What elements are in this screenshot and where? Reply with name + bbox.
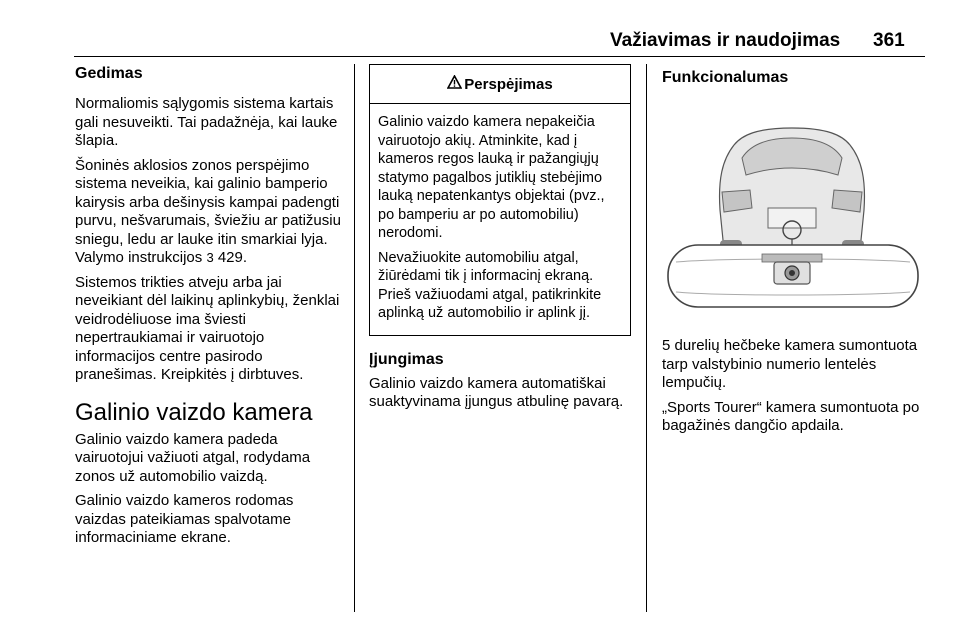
paragraph-function-2: „Sports Tourer“ kamera sumontuota po bagažinės dangčio apdaila. xyxy=(662,398,920,434)
paragraph-fault-1: Normaliomis sąlygomis sistema kartais gali nesuveikti. Tai padažnėja, kai lauke šlapia. xyxy=(75,95,338,149)
page-ref-arrow-icon: 3 xyxy=(206,250,214,265)
section-title-rear-camera: Galinio vaizdo kamera xyxy=(75,398,313,426)
paragraph-camera-2: Galinio vaizdo kameros rodomas vaizdas pateikiamas spalvotame informaciniame ekrane. xyxy=(75,492,294,546)
paragraph-fault-3: Sistemos trikties atveju arba jai neveikiant dėl laikinų aplinkybių, ženklai veidrodėliuose ima šviesti nepertraukiamai ir vairuotojo informacijos centre pasirodo pranešimas. Kreipkitės į dirbtuves. xyxy=(75,273,340,383)
warning-header xyxy=(370,65,630,104)
heading-activation: Įjungimas xyxy=(369,350,444,368)
column-divider-1 xyxy=(354,64,355,612)
column-divider-2 xyxy=(646,64,647,612)
running-header: Važiavimas ir naudojimas xyxy=(610,30,841,51)
warning-triangle-icon xyxy=(447,75,462,94)
warning-paragraph-1: Galinio vaizdo kamera nepakeičia vairuotojo akių. Atminkite, kad į kameros regos lauką ir pažangiųjų statymo pagalbos jutiklių stebėjimo lauką nepatenkantys objektai (pvz., po bamperiu ar po automobiliu) nerodomi. xyxy=(378,114,605,241)
warning-paragraph-2: Nevažiuokite automobiliu atgal, žiūrėdami tik į informacinį ekraną. Prieš važiuodami atgal, patikrinkite aplinką už automobilio ir aplink jį. xyxy=(378,249,602,321)
rear-camera-illustration xyxy=(662,100,924,315)
heading-functionality: Funkcionalumas xyxy=(662,69,789,86)
paragraph-fault-2-text: Šoninės aklosios zonos perspėjimo sistema neveikia, kai galinio bamperio kairysis arba dešinysis kampai padengti purvu, nešvarumais, šviežiu ar patižusiu sniegu, ledu ar lauke itin smarkiai lyja. Valymo instrukcijos xyxy=(75,156,341,266)
column-left xyxy=(75,64,345,554)
column-right xyxy=(662,64,926,442)
car-rear-drawing xyxy=(662,100,924,315)
page-ref-number[interactable]: 429. xyxy=(217,249,248,266)
column-middle xyxy=(369,64,631,418)
paragraph-function-1: 5 durelių hečbeke kamera sumontuota tarp valstybinio numerio lentelės lempučių. xyxy=(662,337,918,391)
paragraph-camera-1: Galinio vaizdo kamera padeda vairuotojui važiuoti atgal, rodydama zonos už automobilio vaizdą. xyxy=(75,430,311,485)
paragraph-fault-2 xyxy=(75,157,345,268)
warning-box xyxy=(369,64,631,336)
warning-body xyxy=(370,104,630,335)
heading-fault: Gedimas xyxy=(75,65,143,82)
paragraph-activation: Galinio vaizdo kamera automatiškai suaktyvinama įjungus atbulinę pavarą. xyxy=(369,374,624,410)
page-number: 361 xyxy=(873,30,905,51)
warning-title: Perspėjimas xyxy=(464,75,553,93)
header-rule xyxy=(74,56,925,57)
